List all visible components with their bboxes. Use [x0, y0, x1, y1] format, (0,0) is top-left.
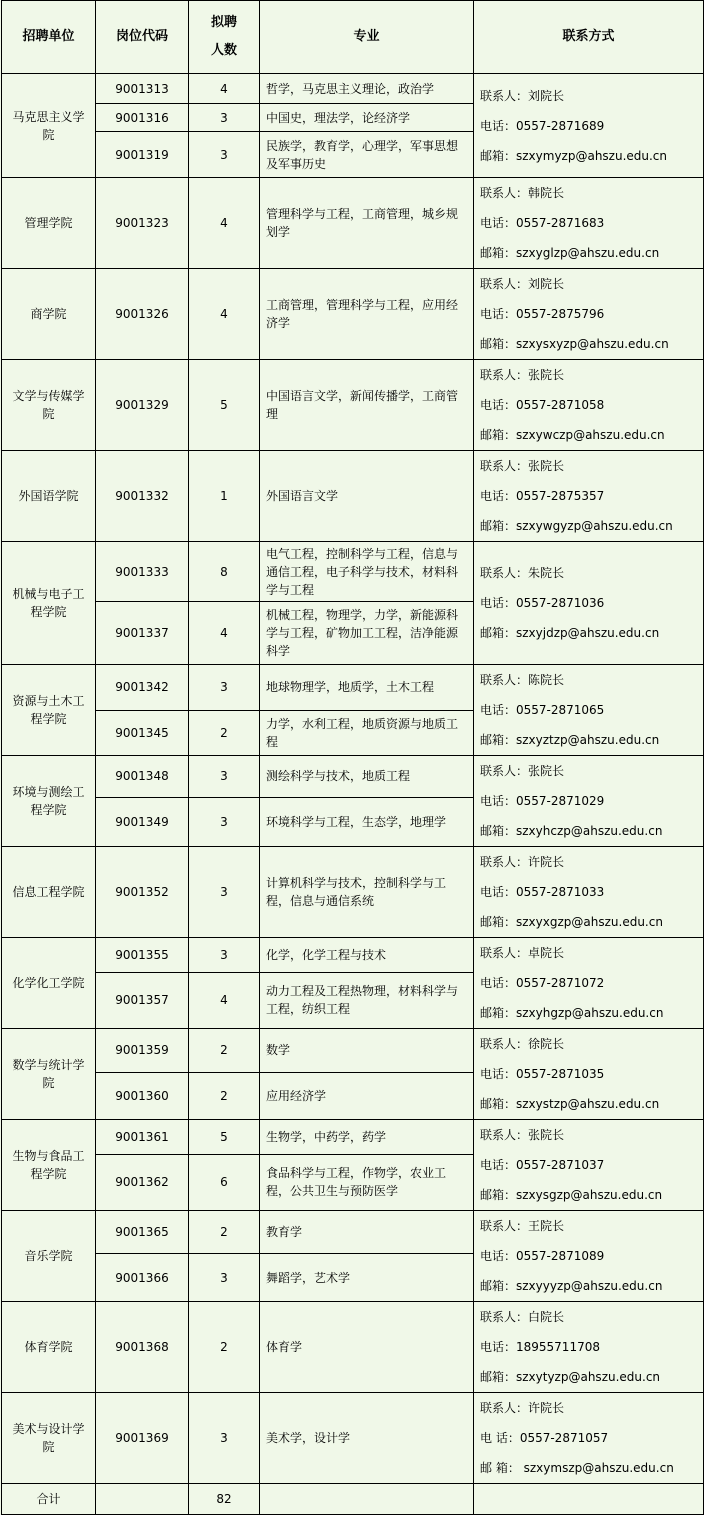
position-code: 9001348	[96, 756, 189, 798]
unit-name: 音乐学院	[2, 1211, 96, 1302]
position-major: 外国语言文学	[260, 451, 474, 542]
contact-person: 联系人：徐院长	[480, 1037, 565, 1051]
contact-person: 联系人：许院长	[480, 855, 565, 869]
position-code: 9001355	[96, 938, 189, 973]
position-count: 4	[189, 178, 260, 269]
contact-email[interactable]: 邮箱：szxyhczp@ahszu.edu.cn	[480, 824, 663, 838]
contact-phone: 电话：0557-2871089	[480, 1249, 605, 1263]
position-major: 应用经济学	[260, 1072, 474, 1119]
position-count: 3	[189, 1393, 260, 1484]
position-major: 中国史，理法学，论经济学	[260, 104, 474, 132]
table-row	[2, 1120, 704, 1155]
contact-info	[474, 938, 704, 1029]
contact-person: 联系人：卓院长	[480, 946, 565, 960]
contact-email[interactable]: 邮箱：szxyjdzp@ahszu.edu.cn	[480, 626, 660, 640]
contact-email[interactable]: 邮箱：szxyhgzp@ahszu.edu.cn	[480, 1006, 664, 1020]
position-major: 动力工程及工程热物理，材料科学与工程，纺织工程	[260, 972, 474, 1028]
position-code: 9001326	[96, 269, 189, 360]
header-code: 岗位代码	[96, 1, 189, 74]
total-label: 合计	[2, 1484, 96, 1515]
header-unit: 招聘单位	[2, 1, 96, 74]
table-row	[2, 847, 704, 938]
contact-info	[474, 178, 704, 269]
position-count: 4	[189, 269, 260, 360]
position-code: 9001319	[96, 132, 189, 178]
contact-email[interactable]: 邮箱：szxywgyzp@ahszu.edu.cn	[480, 519, 673, 533]
contact-info	[474, 451, 704, 542]
position-count: 2	[189, 710, 260, 756]
contact-info	[474, 1120, 704, 1211]
position-code: 9001362	[96, 1154, 189, 1210]
position-count: 3	[189, 756, 260, 798]
unit-name: 马克思主义学院	[2, 74, 96, 178]
contact-email[interactable]: 邮箱：szxytyzp@ahszu.edu.cn	[480, 1370, 661, 1384]
contact-person: 联系人：陈院长	[480, 673, 565, 687]
contact-person: 联系人：白院长	[480, 1310, 565, 1324]
contact-phone: 电话：0557-2871037	[480, 1158, 605, 1172]
position-major: 中国语言文学，新闻传播学，工商管理	[260, 360, 474, 451]
position-count: 3	[189, 797, 260, 846]
position-code: 9001368	[96, 1302, 189, 1393]
contact-info	[474, 1029, 704, 1120]
contact-phone: 电话：0557-2875796	[480, 307, 605, 321]
position-major: 环境科学与工程，生态学，地理学	[260, 797, 474, 846]
position-major: 力学，水利工程，地质资源与地质工程	[260, 710, 474, 756]
contact-person: 联系人：朱院长	[480, 566, 565, 580]
position-code: 9001329	[96, 360, 189, 451]
position-count: 6	[189, 1154, 260, 1210]
contact-phone: 电话：0557-2871029	[480, 794, 605, 808]
contact-info	[474, 665, 704, 756]
contact-phone: 电话：0557-2871065	[480, 703, 605, 717]
position-count: 3	[189, 847, 260, 938]
unit-name: 文学与传媒学院	[2, 360, 96, 451]
position-major: 计算机科学与技术，控制科学与工程，信息与通信系统	[260, 847, 474, 938]
unit-name: 信息工程学院	[2, 847, 96, 938]
contact-phone: 电话：0557-2871689	[480, 118, 605, 133]
contact-person: 联系人：张院长	[480, 459, 565, 473]
table-row	[2, 451, 704, 542]
contact-info	[474, 1393, 704, 1484]
position-major: 机械工程，物理学，力学，新能源科学与工程，矿物加工工程，洁净能源科学	[260, 602, 474, 665]
contact-email[interactable]: 邮箱：szxysgzp@ahszu.edu.cn	[480, 1188, 663, 1202]
contact-phone: 电话：0557-2871033	[480, 885, 605, 899]
position-code: 9001360	[96, 1072, 189, 1119]
header-row	[2, 1, 704, 74]
position-code: 9001366	[96, 1254, 189, 1302]
table-row	[2, 74, 704, 104]
position-code: 9001313	[96, 74, 189, 104]
position-code: 9001365	[96, 1211, 189, 1254]
table-row	[2, 178, 704, 269]
position-major: 化学，化学工程与技术	[260, 938, 474, 973]
contact-email[interactable]: 邮箱：szxymyzp@ahszu.edu.cn	[480, 148, 668, 163]
unit-name: 商学院	[2, 269, 96, 360]
position-count: 3	[189, 665, 260, 711]
contact-person: 联系人：张院长	[480, 1128, 565, 1142]
contact-info	[474, 1302, 704, 1393]
contact-phone: 电 话：0557-2871057	[480, 1431, 609, 1445]
position-count: 2	[189, 1211, 260, 1254]
header-contact: 联系方式	[474, 1, 704, 74]
position-code: 9001349	[96, 797, 189, 846]
unit-name: 体育学院	[2, 1302, 96, 1393]
table-row	[2, 1302, 704, 1393]
position-major: 电气工程，控制科学与工程，信息与通信工程，电子科学与技术，材料科学与工程	[260, 542, 474, 602]
unit-name: 管理学院	[2, 178, 96, 269]
total-code-empty	[96, 1484, 189, 1515]
position-count: 4	[189, 972, 260, 1028]
position-code: 9001369	[96, 1393, 189, 1484]
contact-phone: 电话：0557-2871035	[480, 1067, 605, 1081]
total-major-empty	[260, 1484, 474, 1515]
contact-info	[474, 542, 704, 665]
table-body	[2, 74, 704, 1515]
position-count: 1	[189, 451, 260, 542]
contact-person: 联系人：王院长	[480, 1219, 565, 1233]
position-major: 测绘科学与技术，地质工程	[260, 756, 474, 798]
contact-email[interactable]: 邮 箱： szxymszp@ahszu.edu.cn	[480, 1461, 674, 1475]
contact-person: 联系人：刘院长	[480, 88, 565, 103]
position-code: 9001359	[96, 1029, 189, 1073]
position-major: 管理科学与工程，工商管理，城乡规划学	[260, 178, 474, 269]
header-count: 拟聘 人数	[189, 1, 260, 74]
position-major: 美术学，设计学	[260, 1393, 474, 1484]
position-code: 9001316	[96, 104, 189, 132]
contact-phone: 电话：0557-2871072	[480, 976, 605, 990]
recruitment-table	[1, 0, 704, 1515]
contact-email[interactable]: 邮箱：szxysxyzp@ahszu.edu.cn	[480, 337, 669, 351]
contact-info	[474, 360, 704, 451]
position-count: 3	[189, 132, 260, 178]
table-row	[2, 938, 704, 973]
position-code: 9001333	[96, 542, 189, 602]
position-count: 2	[189, 1029, 260, 1073]
contact-phone: 电话：18955711708	[480, 1340, 600, 1354]
position-count: 4	[189, 602, 260, 665]
position-major: 民族学，教育学，心理学，军事思想及军事历史	[260, 132, 474, 178]
contact-email[interactable]: 邮箱：szxyxgzp@ahszu.edu.cn	[480, 915, 663, 929]
position-major: 体育学	[260, 1302, 474, 1393]
position-code: 9001342	[96, 665, 189, 711]
contact-person: 联系人：韩院长	[480, 186, 565, 200]
table-row	[2, 360, 704, 451]
table-row	[2, 1393, 704, 1484]
position-major: 教育学	[260, 1211, 474, 1254]
table-row	[2, 756, 704, 798]
position-major: 数学	[260, 1029, 474, 1073]
table-row	[2, 665, 704, 711]
position-count: 2	[189, 1302, 260, 1393]
position-major: 生物学，中药学，药学	[260, 1120, 474, 1155]
unit-name: 资源与土木工程学院	[2, 665, 96, 756]
contact-info	[474, 1211, 704, 1302]
unit-name: 环境与测绘工程学院	[2, 756, 96, 847]
total-count: 82	[189, 1484, 260, 1515]
position-code: 9001332	[96, 451, 189, 542]
position-major: 地球物理学，地质学，土木工程	[260, 665, 474, 711]
position-code: 9001323	[96, 178, 189, 269]
position-count: 8	[189, 542, 260, 602]
contact-phone: 电话：0557-2875357	[480, 489, 605, 503]
position-major: 食品科学与工程，作物学，农业工程，公共卫生与预防医学	[260, 1154, 474, 1210]
table-row	[2, 269, 704, 360]
contact-email[interactable]: 邮箱：szxyglzp@ahszu.edu.cn	[480, 246, 660, 260]
unit-name: 生物与食品工程学院	[2, 1120, 96, 1211]
header-major: 专业	[260, 1, 474, 74]
table-row	[2, 1211, 704, 1254]
position-count: 3	[189, 1254, 260, 1302]
contact-email[interactable]: 邮箱：szxyztzp@ahszu.edu.cn	[480, 733, 660, 747]
position-major: 哲学，马克思主义理论，政治学	[260, 74, 474, 104]
unit-name: 机械与电子工程学院	[2, 542, 96, 665]
total-contact-empty	[474, 1484, 704, 1515]
contact-info	[474, 847, 704, 938]
position-count: 3	[189, 938, 260, 973]
contact-info	[474, 74, 704, 178]
contact-phone: 电话：0557-2871058	[480, 398, 605, 412]
contact-email[interactable]: 邮箱：szxyyyzp@ahszu.edu.cn	[480, 1279, 663, 1293]
position-code: 9001337	[96, 602, 189, 665]
position-code: 9001357	[96, 972, 189, 1028]
contact-person: 联系人：刘院长	[480, 277, 565, 291]
position-count: 4	[189, 74, 260, 104]
contact-email[interactable]: 邮箱：szxywczp@ahszu.edu.cn	[480, 428, 665, 442]
contact-info	[474, 756, 704, 847]
position-major: 工商管理，管理科学与工程，应用经济学	[260, 269, 474, 360]
position-count: 3	[189, 104, 260, 132]
position-count: 5	[189, 1120, 260, 1155]
contact-person: 联系人：张院长	[480, 764, 565, 778]
contact-phone: 电话：0557-2871683	[480, 216, 605, 230]
contact-email[interactable]: 邮箱：szxystzp@ahszu.edu.cn	[480, 1097, 660, 1111]
contact-person: 联系人：许院长	[480, 1401, 565, 1415]
position-code: 9001361	[96, 1120, 189, 1155]
position-code: 9001352	[96, 847, 189, 938]
table-row	[2, 1029, 704, 1073]
unit-name: 外国语学院	[2, 451, 96, 542]
unit-name: 化学化工学院	[2, 938, 96, 1029]
position-major: 舞蹈学，艺术学	[260, 1254, 474, 1302]
position-code: 9001345	[96, 710, 189, 756]
position-count: 2	[189, 1072, 260, 1119]
unit-name: 美术与设计学院	[2, 1393, 96, 1484]
contact-person: 联系人：张院长	[480, 368, 565, 382]
unit-name: 数学与统计学院	[2, 1029, 96, 1120]
position-count: 5	[189, 360, 260, 451]
table-row	[2, 542, 704, 602]
total-row	[2, 1484, 704, 1515]
contact-phone: 电话：0557-2871036	[480, 596, 605, 610]
contact-info	[474, 269, 704, 360]
